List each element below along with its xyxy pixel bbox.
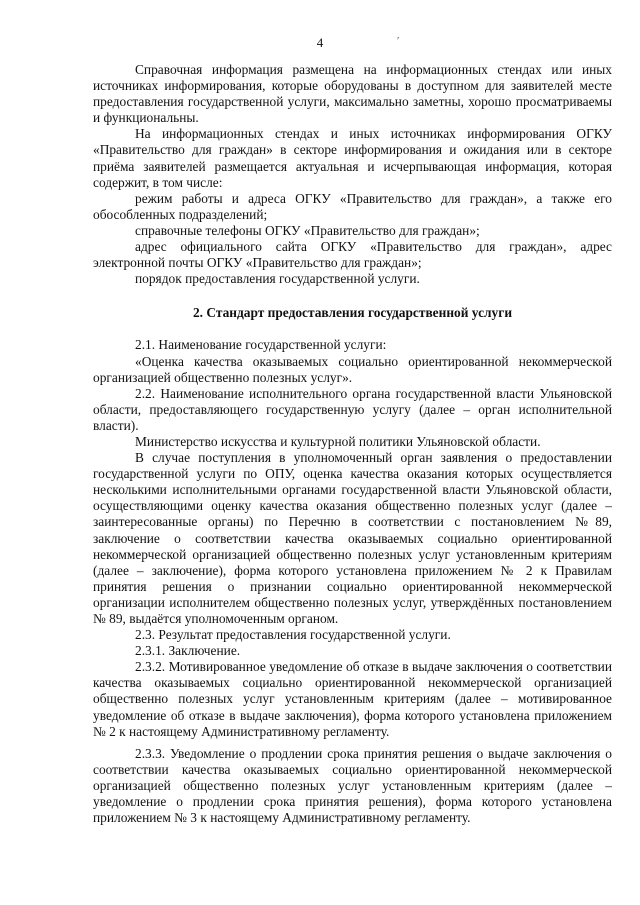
paragraph-2-3-2: 2.3.2. Мотивированное уведомление об отказе в выдаче заключения о соответствии качества оказываемых социально ориентированной некоммерческой организацией общественно полезных услуг установленным критериям (далее – мотивированное уведомление об отказе в выдаче заключения), форма которого установлена приложением № 2 к настоящему Административному регламенту. bbox=[93, 659, 612, 739]
paragraph-2-3-3: 2.3.3. Уведомление о продлении срока принятия решения о выдаче заключения о соответствии качества оказываемых социально ориентированной некоммерческой организацией общественно полезных услуг установленным критериям (далее – уведомление о продлении срока принятия решения), форма которого установлена приложением № 3 к настоящему Административному регламенту. bbox=[93, 745, 612, 826]
paragraph-2-2: 2.2. Наименование исполнительного органа государственной власти Ульяновской области, предоставляющего государственную услугу (далее – орган исполнительной власти). bbox=[93, 385, 612, 433]
paragraph-info-reference: Справочная информация размещена на информационных стендах или иных источниках информирования, которые оборудованы в доступном для заявителей месте предоставления государственной услуги, максимально заметны, хорошо просматриваемы и функциональны. bbox=[93, 62, 612, 126]
page-number: 4 bbox=[316, 35, 324, 50]
paragraph-2-1: 2.1. Наименование государственной услуги: bbox=[135, 337, 387, 353]
document-body bbox=[93, 62, 612, 826]
list-item-schedule: режим работы и адреса ОГКУ «Правительство для граждан», а также его обособленных подразделений; bbox=[93, 190, 612, 222]
list-item-website-email: адрес официального сайта ОГКУ «Правительство для граждан», адрес электронной почты ОГКУ «Правительство для граждан»; bbox=[93, 239, 612, 271]
list-item-procedure: порядок предоставления государственной услуги. bbox=[135, 271, 420, 287]
scan-mark: ʹ bbox=[397, 35, 400, 47]
paragraph-2-3-1: 2.3.1. Заключение. bbox=[135, 643, 241, 659]
list-item-phones: справочные телефоны ОГКУ «Правительство для граждан»; bbox=[135, 222, 480, 238]
paragraph-2-3: 2.3. Результат предоставления государственной услуги. bbox=[135, 627, 451, 643]
paragraph-ministry: Министерство искусства и культурной политики Ульяновской области. bbox=[135, 433, 541, 449]
paragraph-info-stands: На информационных стендах и иных источниках информирования ОГКУ «Правительство для граждан» в секторе информирования и ожидания или в секторе приёма заявителей размещается актуальная и исчерпывающая информация, которая содержит, в том числе: bbox=[93, 126, 612, 190]
section-heading: 2. Стандарт предоставления государственной услуги bbox=[192, 305, 513, 321]
paragraph-service-name: «Оценка качества оказываемых социально ориентированной некоммерческой организацией общественно полезных услуг». bbox=[93, 353, 612, 385]
paragraph-multi-agency: В случае поступления в уполномоченный орган заявления о предоставлении государственной услуги по ОПУ, оценка качества оказания которых осуществляется несколькими исполнительными органами государственной власти Ульяновской области, осуществляющими оценку качества оказания общественно полезных услуг (далее – заинтересованные органы) по Перечню в соответствии с постановлением №89, заключение о соответствии качества оказываемых социально ориентированной некоммерческой организацией общественно полезных услуг установленным критериям (далее – заключение), форма которого установлена приложением № 2 к Правилам принятия решения о признании социально ориентированной некоммерческой организации исполнителем общественно полезных услуг, утверждённых постановлением № 89, выдаётся уполномоченным органом. bbox=[93, 450, 612, 626]
